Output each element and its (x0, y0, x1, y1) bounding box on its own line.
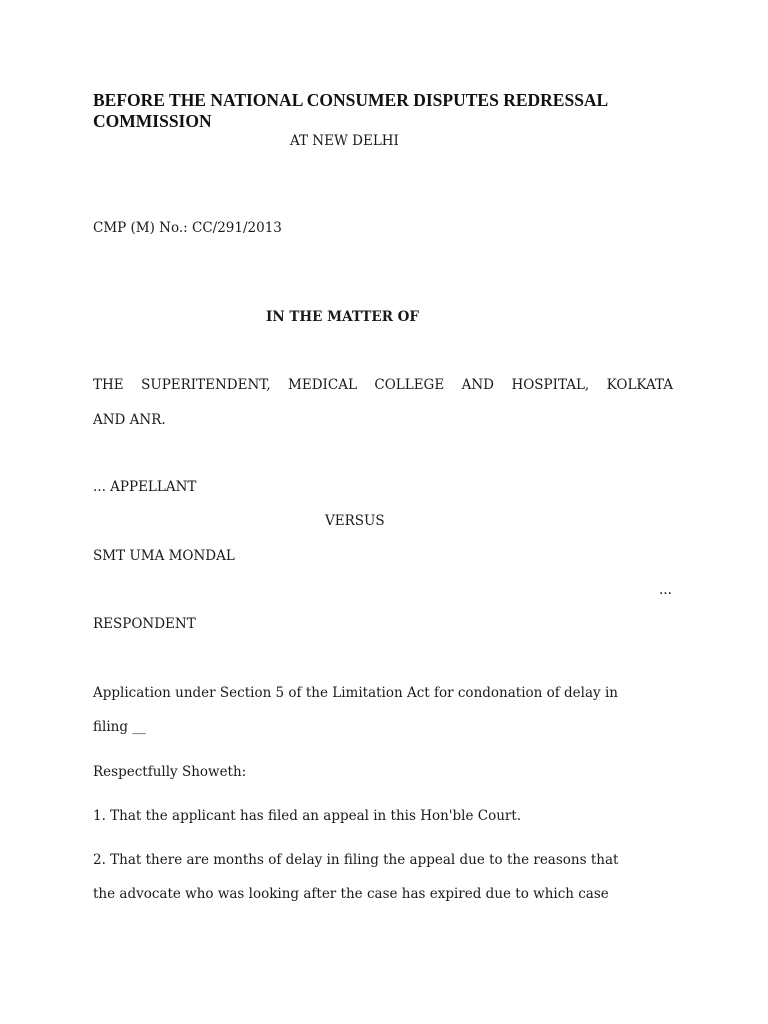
salutation: Respectfully Showeth: (93, 764, 247, 780)
heading-line-1: BEFORE THE NATIONAL CONSUMER DISPUTES REDRESSAL (93, 90, 609, 110)
matter-heading: IN THE MATTER OF (266, 309, 419, 325)
heading-line-2: COMMISSION (93, 111, 212, 131)
case-number: CMP (M) No.: CC/291/2013 (93, 220, 282, 236)
application-line-1: Application under Section 5 of the Limitation Act for condonation of delay in (93, 685, 618, 701)
court-location: AT NEW DELHI (290, 133, 399, 149)
appellant-label: ... APPELLANT (93, 479, 197, 495)
respondent-ellipsis: ... (659, 582, 672, 598)
point-2-line-1: 2. That there are months of delay in filing the appeal due to the reasons that (93, 852, 619, 868)
appellant-name-line-1: THE SUPERITENDENT, MEDICAL COLLEGE AND HOSPITAL, KOLKATA (93, 377, 673, 393)
application-line-2: filing __ (93, 719, 146, 735)
document-heading (93, 90, 693, 132)
appellant-name-line-2: AND ANR. (93, 412, 166, 428)
respondent-label: RESPONDENT (93, 616, 196, 632)
versus-label: VERSUS (325, 513, 385, 529)
point-1: 1. That the applicant has filed an appeal in this Hon'ble Court. (93, 808, 522, 824)
point-2-line-2: the advocate who was looking after the case has expired due to which case (93, 886, 609, 902)
respondent-name: SMT UMA MONDAL (93, 548, 235, 564)
